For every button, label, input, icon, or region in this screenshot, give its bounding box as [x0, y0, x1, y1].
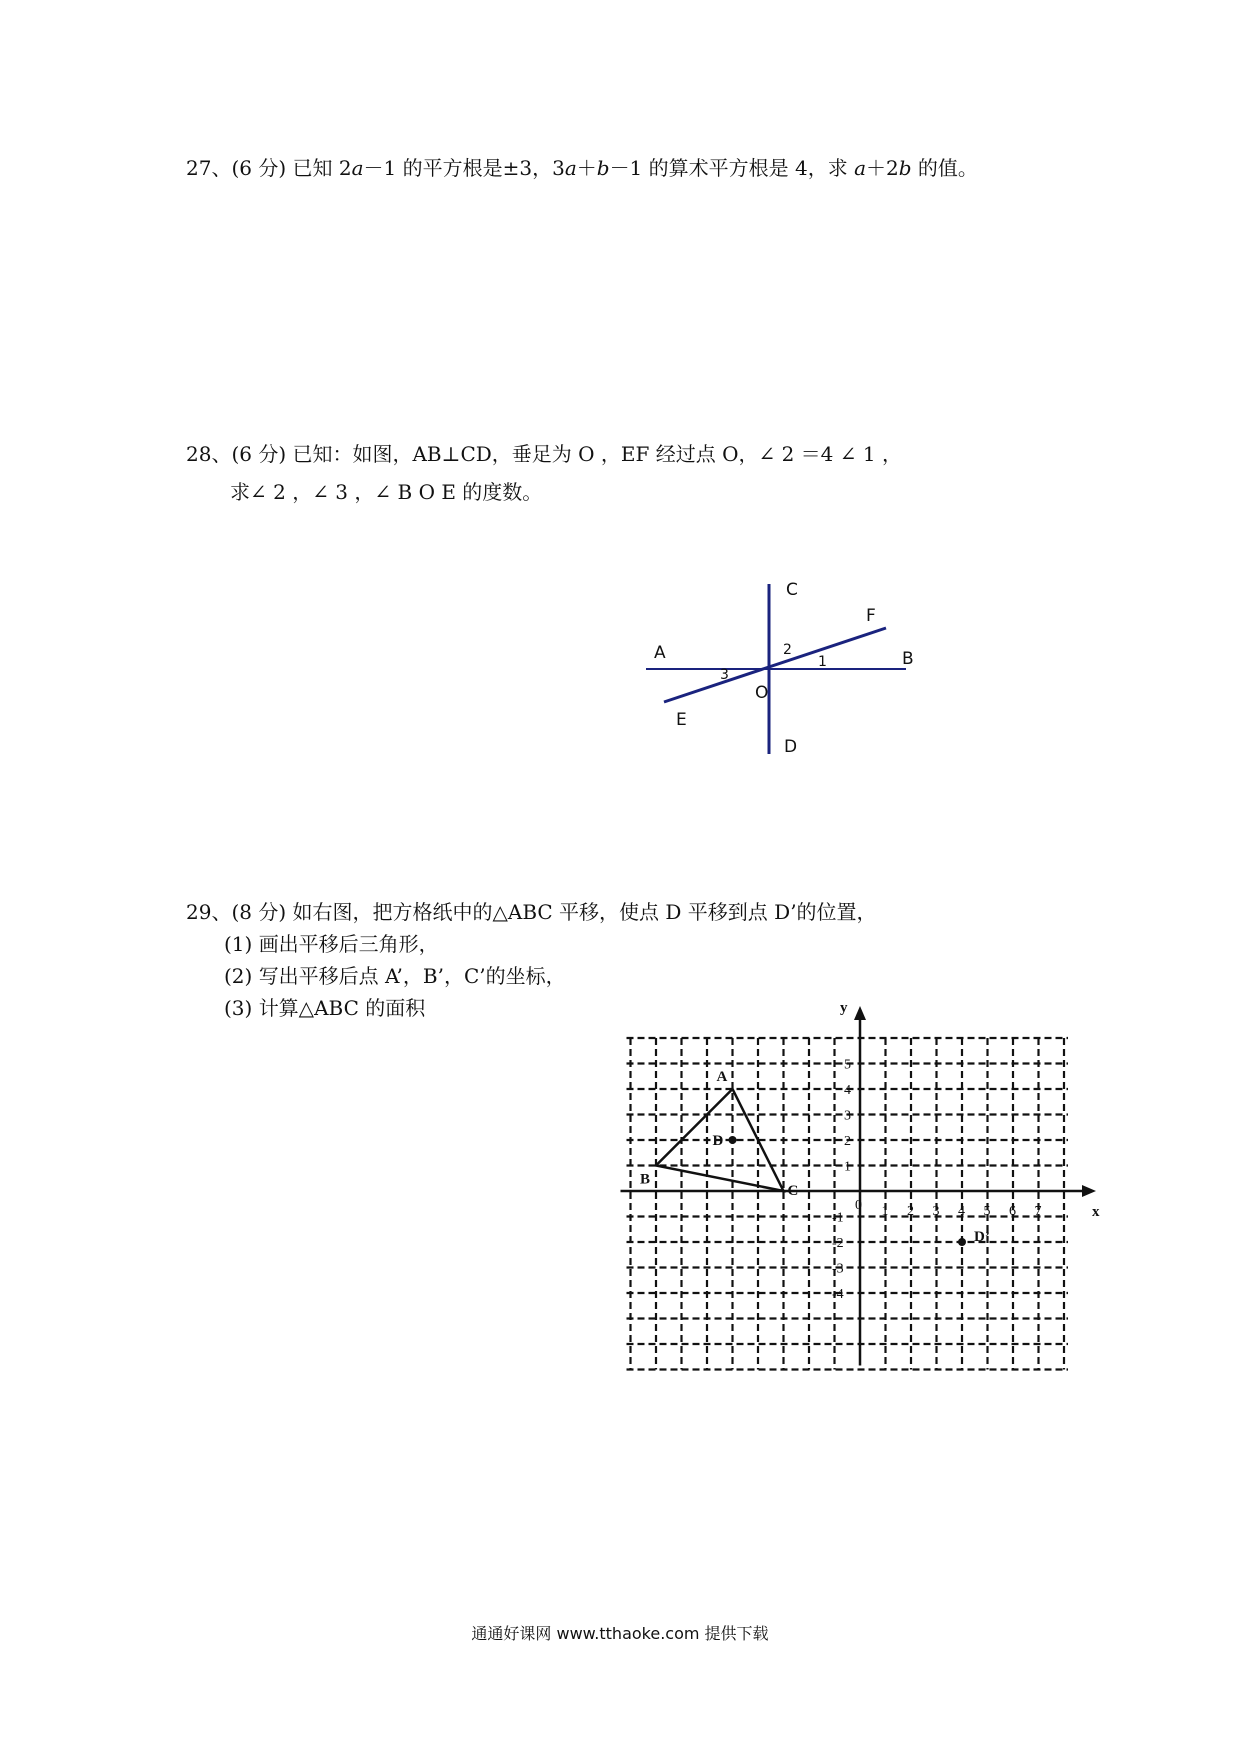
x-axis-label: x	[1092, 1204, 1100, 1220]
angle-label-2: 2	[783, 642, 792, 658]
x-tick-label: 5	[983, 1204, 991, 1219]
y-tick-label: 1	[844, 1159, 851, 1175]
y-tick-label: -4	[832, 1287, 844, 1302]
point-label: D’	[974, 1229, 990, 1245]
label-C: C	[786, 580, 798, 600]
label-D: D	[784, 737, 798, 757]
y-tick-label: 3	[844, 1108, 851, 1124]
y-tick-label: -3	[832, 1261, 844, 1277]
question-28-line-1: 28、(6 分) 已知：如图，AB⊥CD，垂足为 O ，EF 经过点 O，∠ 2 ＝4 ∠ 1 ，	[186, 442, 902, 466]
point-label: B	[640, 1171, 651, 1188]
x-tick-label: 1	[881, 1204, 889, 1219]
y-tick-label: 5	[844, 1057, 851, 1073]
label-B: B	[902, 649, 914, 669]
angle-label-3: 3	[720, 667, 729, 683]
x-tick-label: 6	[1009, 1204, 1016, 1219]
point-marker	[729, 1136, 737, 1144]
figure-28-intersecting-lines	[620, 560, 920, 760]
label-F: F	[866, 606, 876, 626]
origin-label: 0	[855, 1198, 862, 1213]
label-O: O	[755, 683, 769, 703]
y-tick-label: 4	[844, 1083, 851, 1098]
y-axis-arrow-icon	[854, 1006, 866, 1020]
point-label: C	[787, 1183, 799, 1199]
angle-label-1: 1	[818, 654, 827, 670]
point-label: D	[712, 1133, 724, 1149]
x-tick-label: 4	[958, 1204, 965, 1219]
question-28-line-2: 求∠ 2 ，∠ 3 ，∠ B O E 的度数。	[230, 480, 543, 504]
question-29-part-2: (2) 写出平移后点 A’，B’，C’的坐标，	[224, 964, 566, 988]
x-tick-label: 2	[907, 1204, 914, 1219]
y-tick-label: -2	[832, 1236, 844, 1251]
question-27: 27、(6 分) 已知 2a－1 的平方根是±3，3a＋b－1 的算术平方根是 4，求 a＋2b 的值。	[186, 156, 978, 180]
question-29-line-1: 29、(8 分) 如右图，把方格纸中的△ABC 平移，使点 D 平移到点 D’的位置，	[186, 900, 877, 924]
line-EF	[664, 628, 886, 702]
label-E: E	[676, 710, 687, 730]
point-marker	[958, 1238, 966, 1246]
coordinate-axes	[621, 1000, 1101, 1366]
figure-29-coordinate-grid	[600, 990, 1120, 1390]
y-axis-label: y	[840, 1000, 848, 1016]
x-tick-label: 3	[932, 1204, 940, 1219]
page-footer: 通通好课网 www.tthaoke.com 提供下载	[471, 1624, 769, 1643]
x-tick-label: 7	[1034, 1204, 1042, 1219]
question-29-part-1: (1) 画出平移后三角形，	[224, 932, 439, 956]
y-tick-label: -1	[832, 1210, 844, 1226]
x-axis-arrow-icon	[1082, 1185, 1096, 1197]
question-29-part-3: (3) 计算△ABC 的面积	[224, 996, 426, 1020]
point-label: A	[716, 1069, 728, 1085]
y-tick-label: 2	[844, 1134, 851, 1149]
label-A: A	[654, 643, 666, 663]
